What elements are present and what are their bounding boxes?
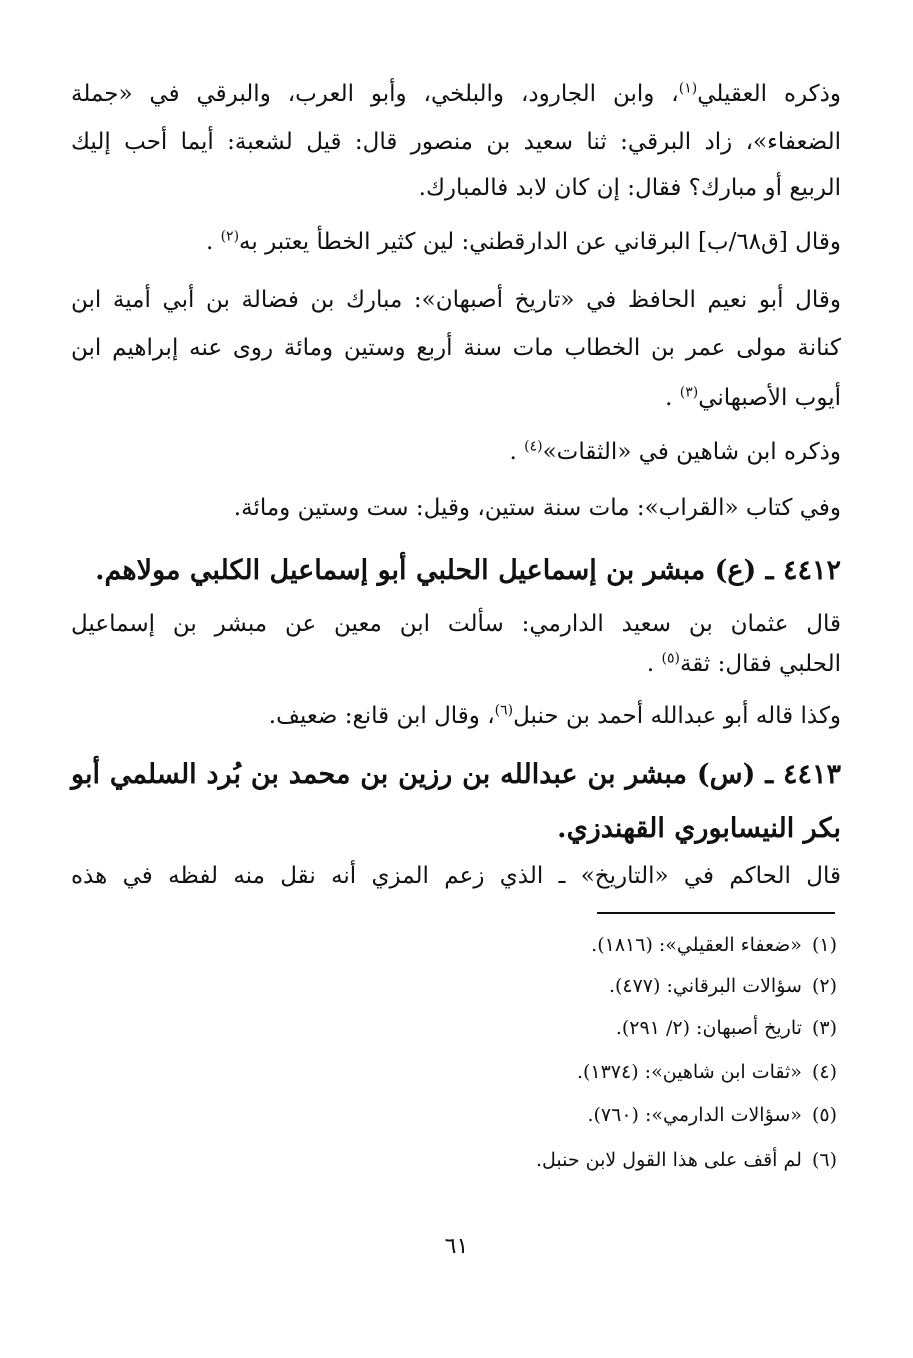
footnote-separator <box>597 912 835 914</box>
text-line: الحلبي فقال: ثقة$^{(٥)}$ . <box>646 650 841 677</box>
footnote-text: «سؤالات الدارمي»: (٧٦٠). <box>587 1104 802 1126</box>
footnote-text: لم أقف على هذا القول لابن حنبل. <box>535 1149 802 1171</box>
footnote-text: تاريخ أصبهان: (٢/ ٢٩١). <box>615 1017 802 1039</box>
footnote-number: (٣) <box>811 1017 837 1039</box>
entry-heading: ٤٤١٢ ـ (ع) مبشر بن إسماعيل الحلبي أبو إسماعيل الكلبي مولاهم. <box>95 555 841 586</box>
text-line: وذكره العقيلي$^{(١)}$، وابن الجارود، والبلخي، وأبو العرب، والبرقي في «جملة <box>71 80 841 107</box>
text-line: أيوب الأصبهاني$^{(٣)}$ . <box>665 384 841 411</box>
text-line: الضعفاء»، زاد البرقي: ثنا سعيد بن منصور قال: قيل لشعبة: أيما أحب إليك <box>71 129 841 155</box>
footnote <box>137 1013 837 1043</box>
text-line: كنانة مولى عمر بن الخطاب مات سنة أربع وستين ومائة روى عنه إبراهيم ابن <box>71 335 841 361</box>
footnote <box>137 971 837 1001</box>
footnote <box>137 1145 837 1175</box>
footnote <box>137 1057 837 1087</box>
text-line: وقال أبو نعيم الحافظ في «تاريخ أصبهان»: مبارك بن فضالة بن أبي أمية ابن <box>71 287 841 313</box>
text-line: وفي كتاب «القراب»: مات سنة ستين، وقيل: ست وستين ومائة. <box>233 495 841 521</box>
footnote-number: (٥) <box>811 1104 837 1126</box>
page-number: ٦١ <box>444 1234 469 1259</box>
footnote-number: (٦) <box>811 1149 837 1171</box>
text-line: الربيع أو مبارك؟ فقال: إن كان لابد فالمبارك. <box>418 175 841 201</box>
footnote-text: «ضعفاء العقيلي»: (١٨١٦). <box>591 934 802 956</box>
footnote <box>137 930 837 960</box>
footnote-ref: (٤) <box>524 438 543 455</box>
footnote-text: سؤالات البرقاني: (٤٧٧). <box>608 975 802 997</box>
footnote-ref: (٦) <box>494 702 514 719</box>
text-line: قال عثمان بن سعيد الدارمي: سألت ابن معين عن مبشر بن إسماعيل <box>71 611 841 637</box>
footnote-ref: (٣) <box>679 384 699 401</box>
entry-heading: ٤٤١٣ ـ (س) مبشر بن عبدالله بن رزين بن محمد بن بُرد السلمي أبو <box>71 759 841 790</box>
text-line: وقال [ق٦٨/ب] البرقاني عن الدارقطني: لين كثير الخطأ يعتبر به$^{(٢)}$ . <box>205 228 841 255</box>
text-line: وذكره ابن شاهين في «الثقات»$^{(٤)}$ . <box>509 438 841 465</box>
footnote-ref: (١) <box>678 80 698 97</box>
footnote-text: «ثقات ابن شاهين»: (١٣٧٤). <box>576 1061 802 1083</box>
text-line: وكذا قاله أبو عبدالله أحمد بن حنبل$^{(٦)}$، وقال ابن قانع: ضعيف. <box>268 702 841 729</box>
footnote-number: (٤) <box>811 1061 837 1083</box>
footnote-number: (١) <box>811 934 837 956</box>
text-line: قال الحاكم في «التاريخ» ـ الذي زعم المزي أنه نقل منه لفظه في هذه <box>71 863 841 889</box>
footnote-number: (٢) <box>811 975 837 997</box>
footnote-ref: (٢) <box>220 228 240 245</box>
footnote <box>137 1100 837 1130</box>
entry-heading: بكر النيسابوري القهندزي. <box>557 813 841 844</box>
footnote-ref: (٥) <box>661 650 680 667</box>
